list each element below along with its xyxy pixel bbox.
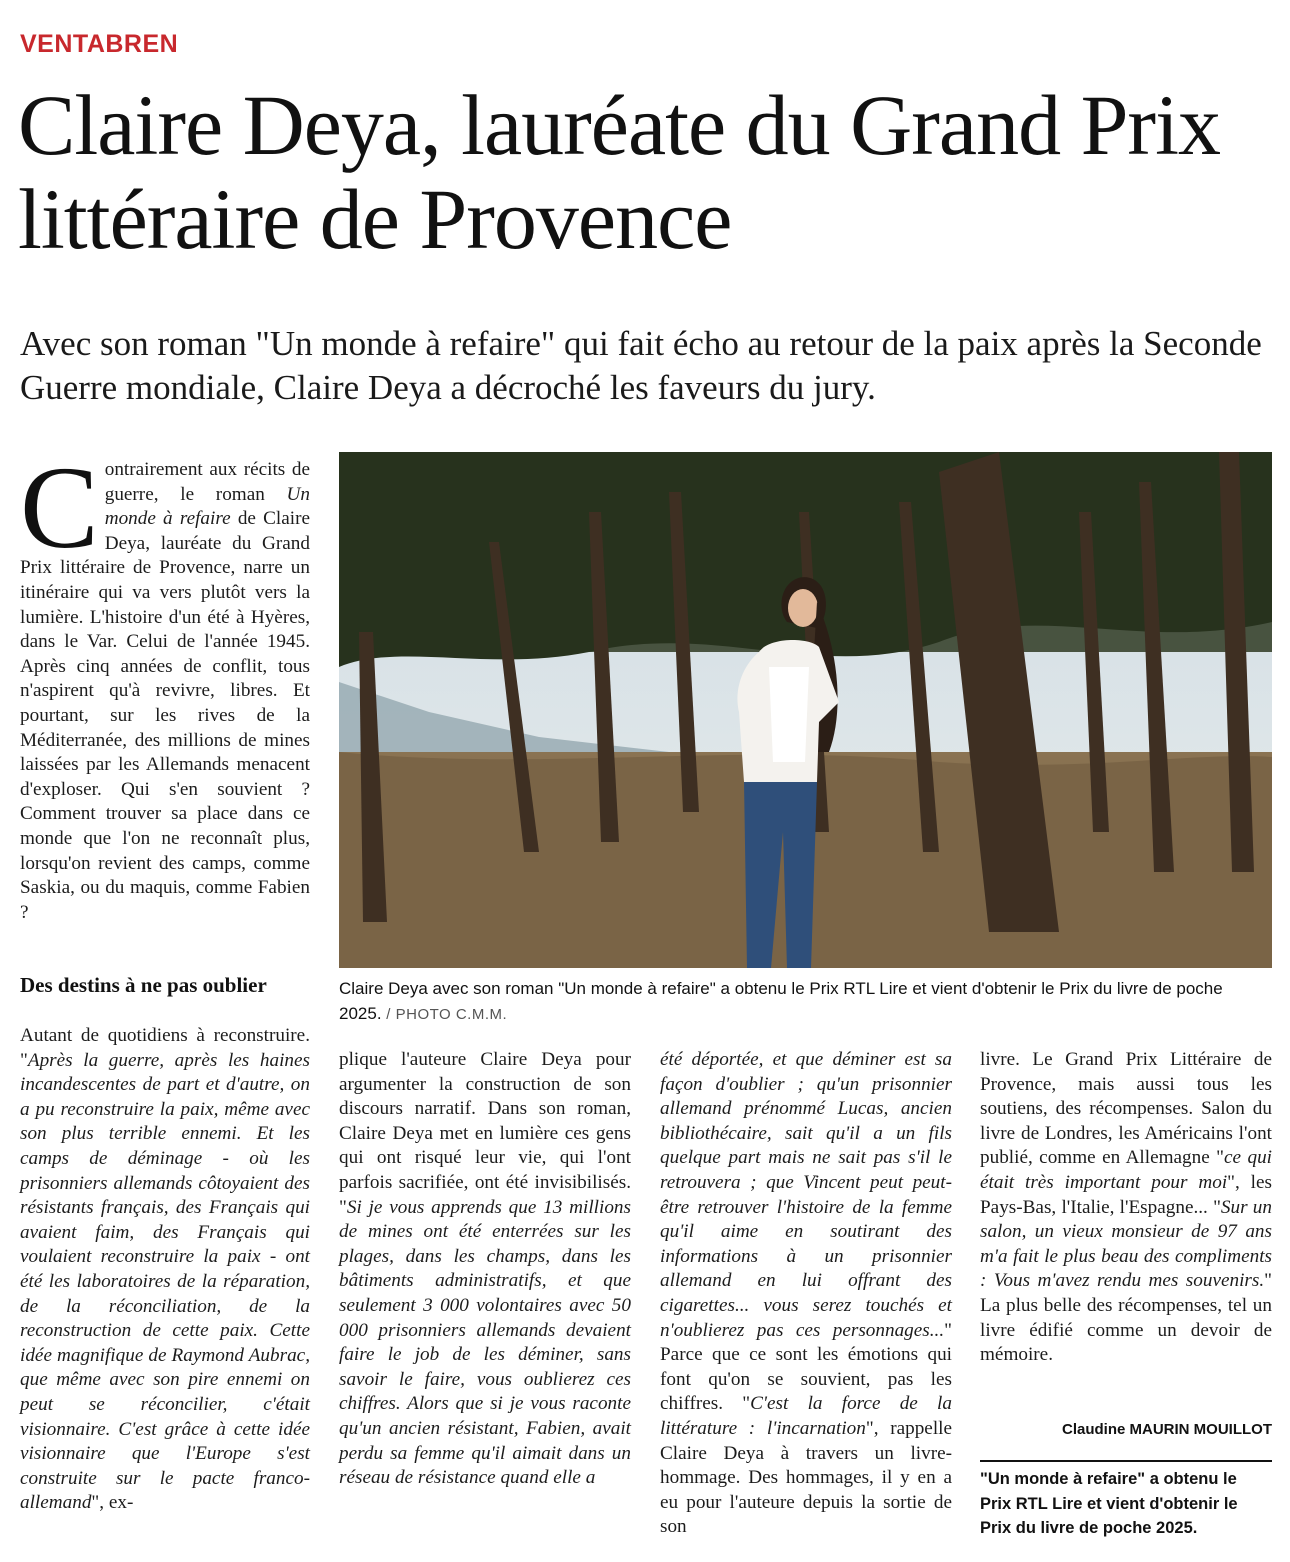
body-text: ", rappelle Claire Deya à travers un livre-hommage. Des hommages, il y en a eu pour l'auteure depuis la sortie de son [660,1417,952,1538]
column-1-continued [20,1024,310,1516]
body-text: livre. Le Grand Prix Littéraire de Provence, mais aussi tous les soutiens, des récompenses. Salon du livre de Londres, les Américains l'ont publié, comme en Allemagne " [980,1049,1272,1169]
quote-text: été déportée, et que déminer est sa façon d'oublier ; qu'un prisonnier allemand prénommé Lucas, ancien bibliothécaire, sait qu'il a un fils quelque part mais ne sait pas s'il le retrouvera ; que Vincent peut peut-être retrouver l'histoire de la femme qu'il aime en soutirant des informations à un prisonnier allemand en lui offrant des cigarettes... vous serez touchés et n'oublierez pas ces personnages... [660,1049,952,1341]
body-text: Autant de quotidiens à reconstruire. " [20,1025,310,1071]
column-1 [20,442,310,925]
body-text: ", les Pays-Bas, l'Italie, l'Espagne... " [980,1171,1272,1218]
article-photo [339,452,1272,968]
body-text: de Claire Deya, lauréate du Grand Prix littéraire de Provence, narre un itinéraire qui va vers plutôt vers la lumière. L'histoire d'un été à Hyères, dans le Var. Celui de l'année 1945. Après cinq années de conflit, tous n'aspirent qu'à revivre, libres. Et pourtant, sur les rives de la Méditerranée, des millions de mines laissées par les Allemands menacent d'exploser. Qui s'en souvient ? Comment trouver sa place dans ce monde que l'on ne reconnaît plus, lorsqu'on revient des camps, comme Saskia, ou du maquis, comme Fabien ? [20,508,310,923]
body-text: plique l'auteure Claire Deya pour argumenter la construction de son discours narratif. Dans son roman, Claire Deya met en lumière ces gens qui ont risqué leur vie, qui l'ont parfois sacrifiée, ont été invisibilisés. " [339,1049,631,1218]
divider [980,1460,1272,1462]
book-title: Un monde à refaire [104,483,310,530]
standfirst: Avec son roman "Un monde à refaire" qui fait écho au retour de la paix après la Seconde Guerre mondiale, Claire Deya a décroché les faveurs du jury. [20,324,1262,407]
photo-caption [339,976,1239,1027]
photo-credit: / PHOTO C.M.M. [386,1006,508,1023]
body-text: " Parce que ce sont les émotions qui font qu'on se souvient, pas les chiffres. " [660,1319,952,1415]
headline: Claire Deya, lauréate du Grand Prix littéraire de Provence [18,77,1220,267]
sidebar-box: "Un monde à refaire" a obtenu le Prix RTL Lire et vient d'obtenir le Prix du livre de poche 2025. [980,1470,1238,1537]
quote-text: Si je vous apprends que 13 millions de mines ont été enterrées sur les plages, dans les champs, dans les bâtiments administratifs, et que seulement 3 000 volontaires avec 50 000 prisonniers allemands devaient faire le job de les déminer, sans savoir le faire, vous oublierez ces chiffres. Alors que si je vous raconte qu'un ancien résistant, Fabien, avait perdu sa femme qu'il aimait dans un réseau de résistance quand elle a [339,1196,631,1489]
column-4 [980,1048,1272,1368]
body-text: " La plus belle des récompenses, tel un livre édifié comme un devoir de mémoire. [980,1270,1272,1366]
quote-text: Sur un salon, un vieux monsieur de 97 ans m'a fait le plus beau des compliments : Vous m'avez rendu mes souvenirs. [980,1196,1272,1292]
body-text: ", ex- [91,1492,134,1514]
column-3 [660,1048,952,1540]
quote-text: ce qui était très important pour moi [980,1147,1272,1193]
author-signature: Claudine MAURIN MOUILLOT [1062,1421,1272,1438]
column-2 [339,1048,631,1491]
quote-text: Après la guerre, après les haines incandescentes de part et d'autre, on a pu reconstruire la paix, même avec son plus terrible ennemi. Et les camps de déminage - où les prisonniers allemands côtoyaient des résistants français, des Français qui avaient faim, des Français qui voulaient reconstruire la paix - ont été les laboratoires de la réparation, de la réconciliation, de la reconstruction de cette paix. Cette idée magnifique de Raymond Aubrac, que même avec son pire ennemi on peut se réconcilier, c'était visionnaire. C'est grâce à cette idée visionnaire que l'Europe s'est construite sur le pacte franco-allemand [20,1049,310,1514]
drop-cap: C [20,442,99,573]
rubric-label: VENTABREN [20,30,179,58]
quote-text: C'est la force de la littérature : l'incarnation [660,1393,952,1439]
body-text: ontrairement aux récits de guerre, le roman [104,459,310,505]
intertitle: Des destins à ne pas oublier [20,973,267,997]
caption-text: Claire Deya avec son roman "Un monde à refaire" a obtenu le Prix RTL Lire et vient d'obtenir le Prix du livre de poche 2025. [339,979,1223,1023]
